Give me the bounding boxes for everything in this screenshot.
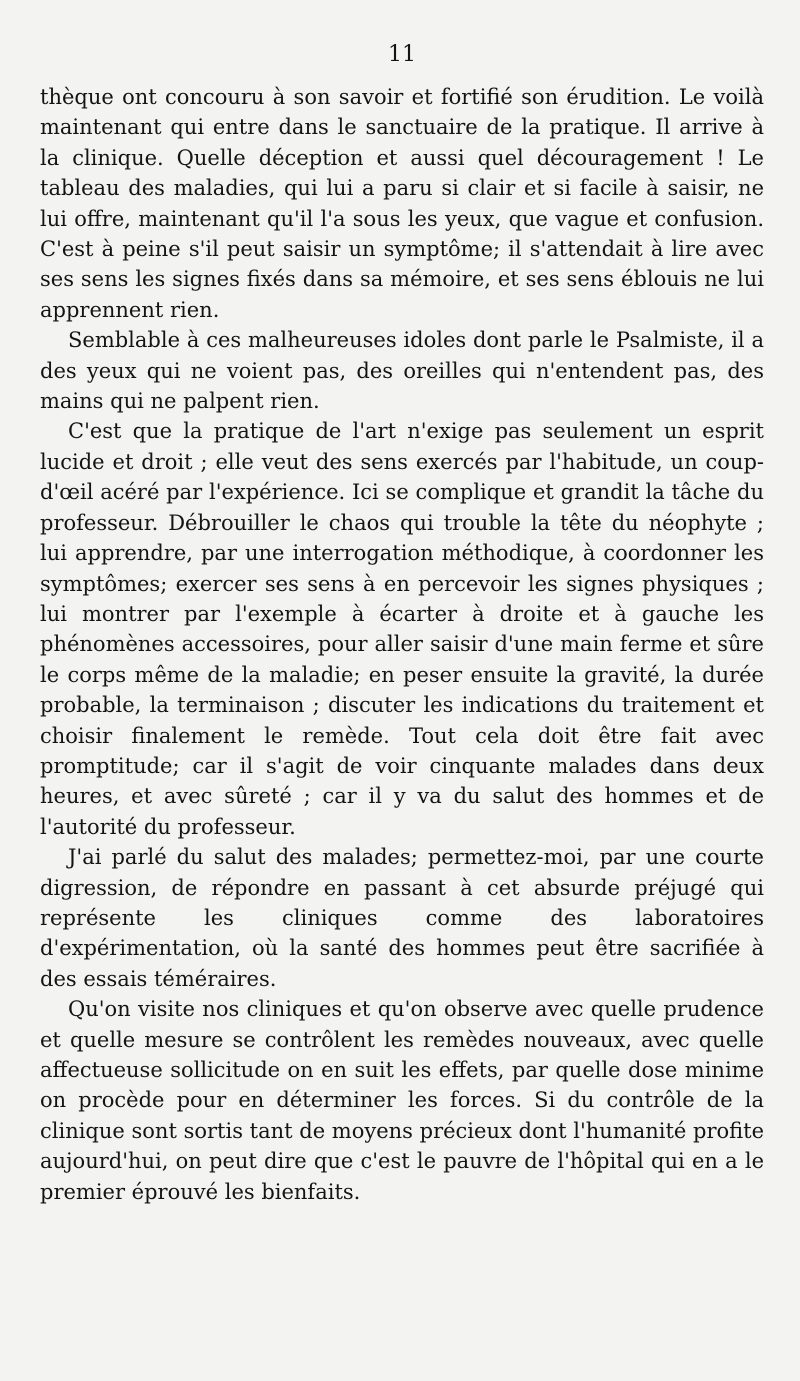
- paragraph-clinic-visit: Qu'on visite nos cliniques et qu'on observe avec quelle prudence et quelle mesure se contrôlent les remèdes nouveaux, avec quelle affectueuse sollicitude on en suit les effets, par quelle dose minime on procède pour en déterminer les forces. Si du contrôle de la clinique sont sortis tant de moyens précieux dont l'humanité profite aujourd'hui, on peut dire que c'est le pauvre de l'hôpital qui en a le premier éprouvé les bienfaits.: [40, 997, 764, 1204]
- page-number: 11: [388, 42, 416, 67]
- paragraph-digression: J'ai parlé du salut des malades; permettez-moi, par une courte digression, de répondre en passant à cet absurde préjugé qui représente les cliniques comme des laboratoires d'expérimentation, où la santé des hommes peut être sacrifiée à des essais téméraires.: [40, 845, 764, 991]
- paragraph-practice-of-art: C'est que la pratique de l'art n'exige pas seulement un esprit lucide et droit ; elle veut des sens exercés par l'habitude, un coup-d'œil acéré par l'expérience. Ici se complique et grandit la tâche du professeur. Débrouiller le chaos qui trouble la tête du néophyte ; lui apprendre, par une interrogation méthodique, à coordonner les symptômes; exercer ses sens à en percevoir les signes physiques ; lui montrer par l'exemple à écarter à droite et à gauche les phénomènes accessoires, pour aller saisir d'une main ferme et sûre le corps même de la maladie; en peser ensuite la gravité, la durée probable, la terminaison ; discuter les indications du traitement et choisir finalement le remède. Tout cela doit être fait avec promptitude; car il s'agit de voir cinquante malades dans deux heures, et avec sûreté ; car il y va du salut des hommes et de l'autorité du professeur.: [40, 419, 764, 839]
- body-text: [40, 82, 764, 1207]
- paragraph-continuation: thèque ont concouru à son savoir et fortifié son érudition. Le voilà maintenant qui entre dans le sanctuaire de la pratique. Il arrive à la clinique. Quelle déception et aussi quel découragement ! Le tableau des maladies, qui lui a paru si clair et si facile à saisir, ne lui offre, maintenant qu'il l'a sous les yeux, que vague et confusion. C'est à peine s'il peut saisir un symptôme; il s'attendait à lire avec ses sens les signes fixés dans sa mémoire, et ses sens éblouis ne lui apprennent rien.: [40, 85, 764, 322]
- paragraph-psalmist: Semblable à ces malheureuses idoles dont parle le Psalmiste, il a des yeux qui ne voient pas, des oreilles qui n'entendent pas, des mains qui ne palpent rien.: [40, 328, 764, 414]
